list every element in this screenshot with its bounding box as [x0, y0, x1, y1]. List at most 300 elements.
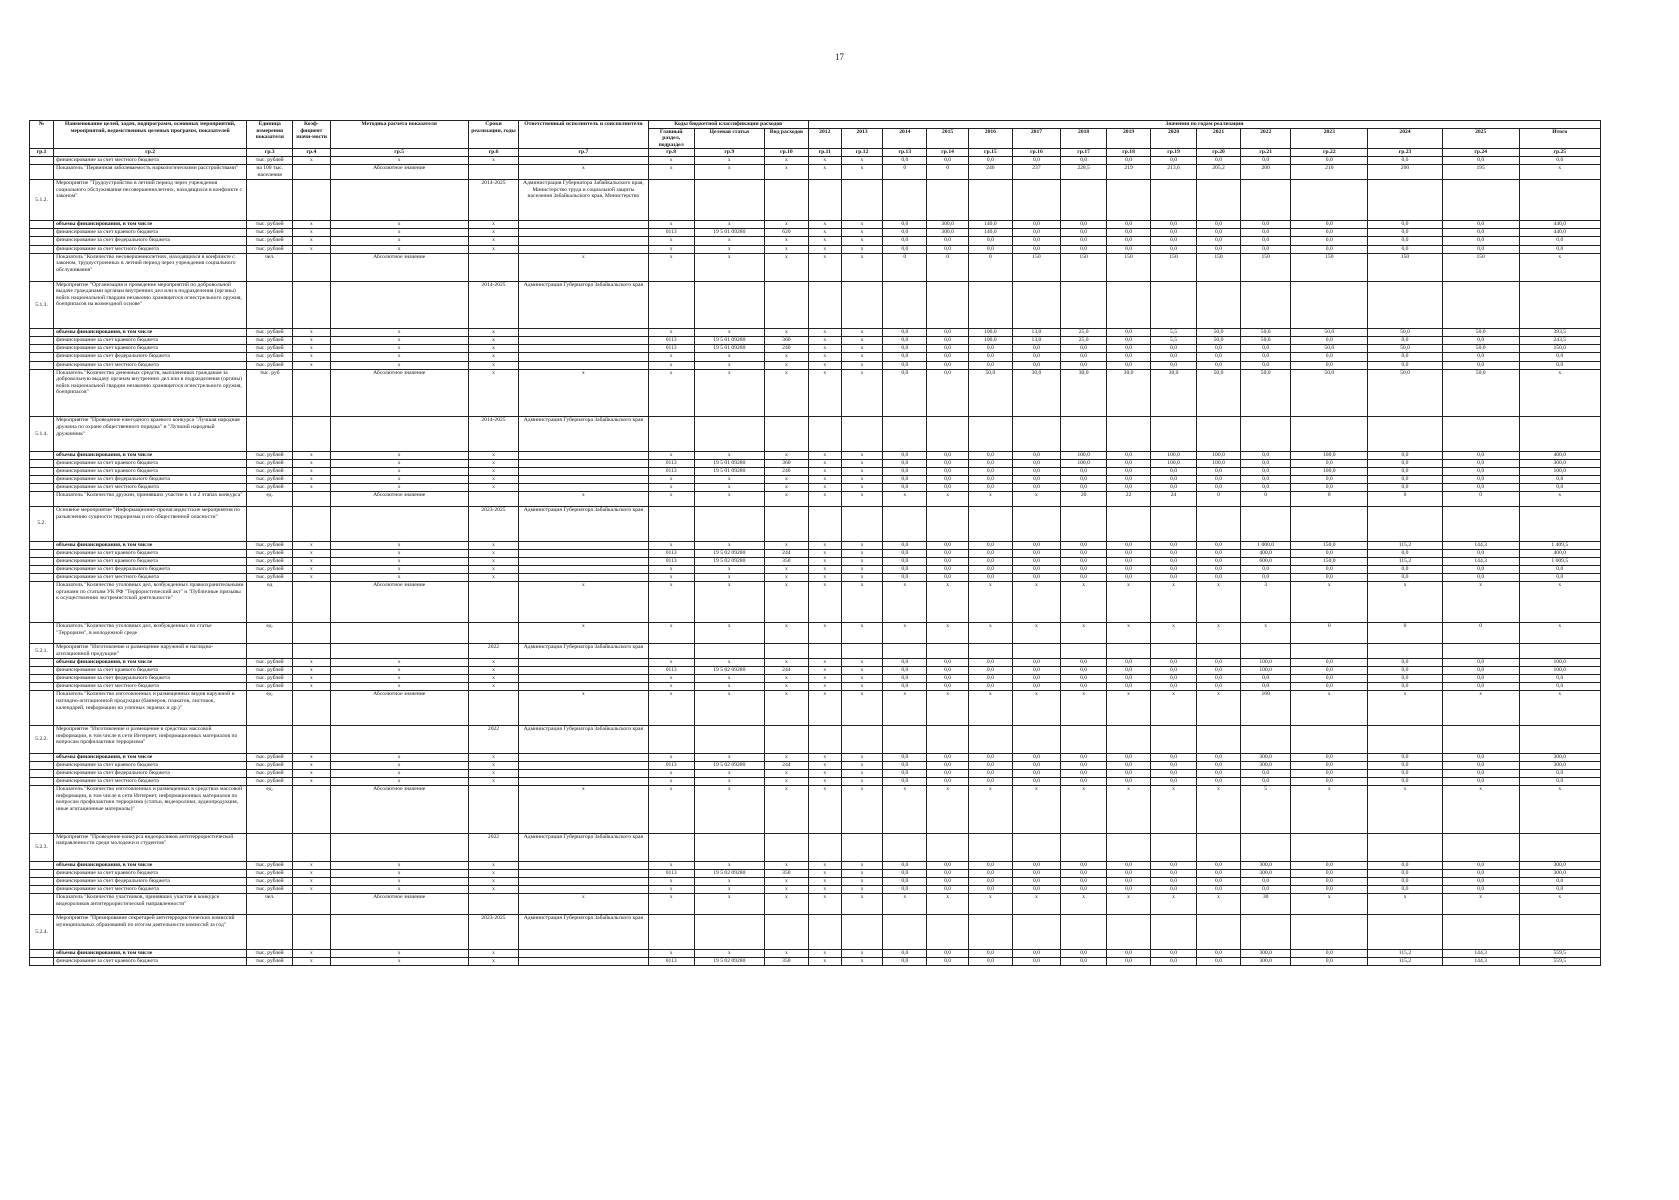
table-cell	[1197, 644, 1241, 659]
table-cell: 0,0	[1061, 468, 1107, 476]
table-cell: x	[841, 353, 883, 361]
row-name-cell: Показатель "Количество изготовленных и размещенных видов наружной и наглядно-агитационной продукции (баннеров, плакатов, листовок, календарей, информации на уличных экранах и др.)"	[54, 691, 247, 726]
table-cell: x	[330, 861, 468, 869]
column-number: гр.11	[808, 149, 841, 157]
table-cell: 0,0	[1368, 778, 1443, 786]
table-cell: x	[468, 361, 518, 369]
table-cell: x	[841, 683, 883, 691]
table-cell: 300,0	[1240, 861, 1290, 869]
table-cell: Администрация Губернатора Забайкальского края	[519, 281, 648, 329]
table-cell: ед.	[247, 691, 293, 726]
table-cell: x	[841, 958, 883, 966]
table-cell: 0,0	[1012, 675, 1060, 683]
table-cell: x	[330, 459, 468, 467]
table-cell: 0,0	[1107, 337, 1151, 345]
table-cell: x	[968, 623, 1012, 644]
row-name-cell: финансирование за счет краевого бюджета	[54, 468, 247, 476]
row-number-cell	[30, 683, 54, 691]
column-number: гр.8	[648, 149, 694, 157]
table-cell	[1197, 833, 1241, 861]
table-cell: 0,0	[1291, 886, 1368, 894]
table-cell: x	[694, 541, 764, 549]
table-cell: x	[808, 353, 841, 361]
header-method: Методика расчета показателя	[330, 121, 468, 149]
table-cell: 0,0	[927, 675, 969, 683]
table-cell: 0,0	[1061, 761, 1107, 769]
table-cell: 0,0	[968, 886, 1012, 894]
table-cell	[1107, 507, 1151, 542]
table-cell: 0,0	[1107, 753, 1151, 761]
table-cell: 0,0	[1442, 459, 1519, 467]
table-cell: 0,0	[927, 753, 969, 761]
table-cell: x	[694, 786, 764, 834]
table-cell: 195	[1442, 165, 1519, 180]
table-cell: 0,0	[883, 329, 927, 337]
table-cell: 0,0	[1519, 565, 1600, 573]
table-cell: 0,0	[1151, 245, 1197, 253]
table-cell: 0,0	[883, 237, 927, 245]
table-cell: x	[841, 468, 883, 476]
table-cell	[883, 915, 927, 950]
row-number-cell	[30, 667, 54, 675]
table-cell: x	[293, 683, 330, 691]
table-cell	[1368, 644, 1443, 659]
table-cell: x	[1291, 894, 1368, 915]
table-cell: 0,0	[1012, 861, 1060, 869]
table-cell: 1 000,0	[1240, 541, 1290, 549]
table-cell: 100,0	[1291, 451, 1368, 459]
table-cell: 0,0	[1107, 675, 1151, 683]
table-cell: 0,0	[1368, 675, 1443, 683]
table-cell: 0,0	[927, 353, 969, 361]
table-cell: x	[764, 861, 808, 869]
table-cell: x	[841, 253, 883, 281]
table-cell: x	[293, 659, 330, 667]
table-cell: x	[764, 659, 808, 667]
table-cell	[293, 725, 330, 753]
table-cell: 100,0	[968, 329, 1012, 337]
table-cell: x	[1197, 691, 1241, 726]
table-cell: 0,0	[1061, 778, 1107, 786]
table-cell: 19 5 01 09280	[694, 229, 764, 237]
table-cell	[1442, 644, 1519, 659]
table-cell: Администрация Губернатора Забайкальского края	[519, 644, 648, 659]
table-cell: 0113	[648, 468, 694, 476]
table-cell: x	[841, 337, 883, 345]
table-cell: x	[808, 623, 841, 644]
table-cell: x	[808, 476, 841, 484]
table-cell: 0,0	[1197, 675, 1241, 683]
table-cell	[330, 417, 468, 452]
table-cell	[648, 644, 694, 659]
table-cell: x	[648, 253, 694, 281]
table-cell: 0,0	[1442, 237, 1519, 245]
table-cell: 0,0	[1442, 484, 1519, 492]
table-cell: 0,0	[1061, 476, 1107, 484]
table-cell: 350	[764, 958, 808, 966]
table-cell: 0,0	[1368, 753, 1443, 761]
table-cell: x	[808, 869, 841, 877]
table-cell: x	[808, 253, 841, 281]
table-row	[30, 725, 1601, 753]
table-cell: x	[330, 451, 468, 459]
table-cell: 2023-2025	[468, 507, 518, 542]
table-cell: x	[293, 237, 330, 245]
table-cell: 0,0	[1291, 353, 1368, 361]
table-cell: x	[764, 683, 808, 691]
row-name-cell: Мероприятие "Изготовление и размещение наружной и наглядно-агитационной продукции"	[54, 644, 247, 659]
table-cell	[1012, 417, 1060, 452]
table-cell	[1291, 833, 1368, 861]
table-cell: 24	[1151, 492, 1197, 507]
header-terms: Сроки реализации, годы	[468, 121, 518, 149]
table-cell: 0,0	[1368, 861, 1443, 869]
program-table	[29, 120, 1601, 966]
table-cell: 0,0	[1197, 869, 1241, 877]
table-cell: 0,0	[1107, 245, 1151, 253]
table-cell	[1061, 915, 1107, 950]
table-cell: 0,0	[1519, 157, 1600, 165]
table-cell: 393,5	[1519, 329, 1600, 337]
table-cell: x	[519, 786, 648, 834]
table-row	[30, 623, 1601, 644]
table-cell: 0,0	[1197, 753, 1241, 761]
table-cell: x	[808, 894, 841, 915]
table-cell: 2023-2025	[468, 915, 518, 950]
table-cell: x	[468, 345, 518, 353]
table-cell: x	[468, 573, 518, 581]
table-cell: 240	[764, 468, 808, 476]
table-cell: x	[468, 337, 518, 345]
table-cell: 0,0	[883, 451, 927, 459]
table-cell	[519, 245, 648, 253]
table-cell: 0,0	[968, 468, 1012, 476]
table-cell: 50,0	[1197, 337, 1241, 345]
table-cell	[293, 253, 330, 281]
table-cell: x	[808, 691, 841, 726]
table-cell: 228,5	[1061, 165, 1107, 180]
table-cell: 0,0	[1151, 468, 1197, 476]
header-year: 2016	[968, 128, 1012, 149]
table-cell: 0,0	[1291, 221, 1368, 229]
table-cell: 19 5 02 09280	[694, 869, 764, 877]
table-cell: 0,0	[1197, 229, 1241, 237]
table-cell: 19 5 02 09280	[694, 549, 764, 557]
table-cell: 300,0	[1519, 869, 1600, 877]
table-cell: x	[330, 329, 468, 337]
table-cell: тыс. рублей	[247, 345, 293, 353]
table-cell: 0,0	[968, 778, 1012, 786]
table-cell: 0,0	[1012, 468, 1060, 476]
row-number-cell: 5.2.4.	[30, 915, 54, 950]
table-cell	[1012, 725, 1060, 753]
table-cell: 0,0	[927, 877, 969, 885]
table-cell: x	[694, 565, 764, 573]
table-cell: x	[648, 770, 694, 778]
row-name-cell: финансирование за счет краевого бюджета	[54, 869, 247, 877]
table-cell: 19 5 01 09280	[694, 345, 764, 353]
table-cell: 0	[1291, 623, 1368, 644]
table-cell: 0,0	[1107, 459, 1151, 467]
table-row	[30, 492, 1601, 507]
table-cell: 0,0	[883, 761, 927, 769]
table-cell: 0,0	[1107, 541, 1151, 549]
table-cell: x	[764, 949, 808, 957]
table-cell: 213,6	[1151, 165, 1197, 180]
table-cell: x	[293, 958, 330, 966]
table-cell: 100,0	[1519, 659, 1600, 667]
table-cell: x	[1012, 691, 1060, 726]
table-cell: x	[1012, 623, 1060, 644]
table-row	[30, 886, 1601, 894]
table-cell: 0,0	[1061, 157, 1107, 165]
table-cell: x	[468, 369, 518, 417]
table-cell: x	[468, 221, 518, 229]
column-number: гр.19	[1151, 149, 1197, 157]
table-row	[30, 180, 1601, 221]
column-number: гр.5	[330, 149, 468, 157]
table-cell: тыс. рублей	[247, 958, 293, 966]
table-cell: 300,0	[927, 221, 969, 229]
row-number-cell: 5.1.2.	[30, 180, 54, 221]
table-cell: x	[808, 683, 841, 691]
table-row	[30, 877, 1601, 885]
table-cell: x	[468, 683, 518, 691]
table-cell: 150	[1012, 253, 1060, 281]
table-cell	[927, 833, 969, 861]
table-cell: 50,0	[1368, 345, 1443, 353]
table-cell: x	[694, 573, 764, 581]
table-cell: x	[330, 667, 468, 675]
row-number-cell	[30, 565, 54, 573]
table-cell	[519, 565, 648, 573]
table-cell	[1442, 833, 1519, 861]
table-cell	[1291, 281, 1368, 329]
table-cell: x	[841, 949, 883, 957]
table-cell: 0,0	[1107, 869, 1151, 877]
header-year: 2025	[1442, 128, 1519, 149]
table-cell	[519, 753, 648, 761]
table-cell: 0,0	[1519, 877, 1600, 885]
table-cell: x	[694, 492, 764, 507]
table-cell: 0,0	[1197, 557, 1241, 565]
table-cell: x	[808, 245, 841, 253]
table-cell	[519, 221, 648, 229]
table-cell: x	[808, 492, 841, 507]
table-cell: 0,0	[1442, 886, 1519, 894]
table-cell: 0,0	[1197, 237, 1241, 245]
table-cell: тыс. рублей	[247, 778, 293, 786]
table-cell: 115,2	[1368, 557, 1443, 565]
table-cell: 0,0	[968, 683, 1012, 691]
table-cell: тыс. рублей	[247, 770, 293, 778]
table-cell: x	[468, 861, 518, 869]
table-row	[30, 361, 1601, 369]
table-cell: x	[808, 237, 841, 245]
table-cell: x	[764, 623, 808, 644]
table-cell: 0,0	[883, 683, 927, 691]
table-cell: 0,0	[1291, 565, 1368, 573]
table-cell: 150,0	[1291, 557, 1368, 565]
row-number-cell: 5.2.	[30, 507, 54, 542]
table-cell: 0,0	[968, 675, 1012, 683]
table-cell: ед.	[247, 623, 293, 644]
table-cell: x	[968, 492, 1012, 507]
table-cell: x	[808, 229, 841, 237]
table-cell: тыс. рублей	[247, 861, 293, 869]
table-cell: ед.	[247, 786, 293, 834]
table-cell: x	[883, 581, 927, 622]
table-cell: 8	[1291, 492, 1368, 507]
header-year: 2013	[841, 128, 883, 149]
table-cell: 0113	[648, 958, 694, 966]
table-cell: 0,0	[883, 337, 927, 345]
header-coef: Коэф-фициент значи-мости	[293, 121, 330, 149]
table-cell: x	[694, 659, 764, 667]
table-cell	[1519, 417, 1600, 452]
column-number: гр.24	[1442, 149, 1519, 157]
table-cell	[1291, 180, 1368, 221]
table-cell: 0,0	[1442, 667, 1519, 675]
table-cell: 50,0	[1240, 369, 1290, 417]
table-cell: 100,0	[1151, 451, 1197, 459]
table-cell: x	[648, 157, 694, 165]
table-cell: 140,0	[968, 229, 1012, 237]
row-name-cell: финансирование за счет федерального бюджета	[54, 675, 247, 683]
table-cell: 0,0	[1240, 237, 1290, 245]
row-name-cell: Мероприятие "Проведение ежегодного краевого конкурса "Лучшая народная дружина по охране общественного порядка" и "Лучший народный дружинник"	[54, 417, 247, 452]
table-cell: x	[764, 877, 808, 885]
table-cell: 0,0	[1368, 761, 1443, 769]
table-cell	[468, 894, 518, 915]
table-cell: 0,0	[1197, 667, 1241, 675]
table-cell: 240	[764, 345, 808, 353]
table-cell: x	[694, 623, 764, 644]
table-cell: 0,0	[1061, 886, 1107, 894]
table-cell: x	[808, 557, 841, 565]
table-cell: x	[648, 165, 694, 180]
table-cell: 0,0	[1151, 541, 1197, 549]
table-cell: x	[293, 949, 330, 957]
table-cell: тыс. рублей	[247, 549, 293, 557]
table-cell: 0,0	[1197, 770, 1241, 778]
table-cell: 0,0	[1519, 683, 1600, 691]
table-cell: 0,0	[1240, 459, 1290, 467]
table-cell	[468, 492, 518, 507]
row-number-cell: 5.1.4.	[30, 417, 54, 452]
table-cell: 0,0	[927, 329, 969, 337]
table-row	[30, 507, 1601, 542]
row-number-cell	[30, 253, 54, 281]
table-cell: x	[1061, 786, 1107, 834]
table-cell: x	[808, 667, 841, 675]
table-cell	[808, 833, 841, 861]
table-cell: 0,0	[1291, 484, 1368, 492]
table-cell	[764, 915, 808, 950]
table-cell: тыс. рублей	[247, 484, 293, 492]
row-number-cell	[30, 369, 54, 417]
table-cell: 50,0	[1442, 345, 1519, 353]
table-cell: 0,0	[1197, 861, 1241, 869]
table-cell: 0,0	[883, 484, 927, 492]
table-cell: x	[648, 573, 694, 581]
table-cell: 0,0	[1012, 353, 1060, 361]
table-cell: тыс. рублей	[247, 459, 293, 467]
table-cell: 2022	[468, 833, 518, 861]
table-cell: x	[468, 949, 518, 957]
table-cell: x	[764, 778, 808, 786]
table-cell: x	[694, 165, 764, 180]
header-year: 2018	[1061, 128, 1107, 149]
table-cell: 0,0	[1012, 557, 1060, 565]
table-cell: x	[1151, 786, 1197, 834]
table-cell	[330, 281, 468, 329]
table-cell: 50,0	[1368, 329, 1443, 337]
table-cell: x	[293, 667, 330, 675]
table-cell: 0	[883, 253, 927, 281]
table-cell: тыс. рублей	[247, 659, 293, 667]
table-cell: x	[808, 778, 841, 786]
table-cell: x	[841, 484, 883, 492]
table-cell: 0,0	[1519, 573, 1600, 581]
table-cell	[293, 786, 330, 834]
table-cell: 0,0	[1519, 353, 1600, 361]
table-cell: x	[841, 369, 883, 417]
table-cell: 50,0	[1240, 337, 1290, 345]
table-cell: 30,0	[1012, 369, 1060, 417]
column-number: гр.15	[968, 149, 1012, 157]
table-row	[30, 468, 1601, 476]
table-cell: 100,0	[1240, 667, 1290, 675]
table-cell: x	[694, 245, 764, 253]
table-cell: 0,0	[1442, 770, 1519, 778]
table-cell: x	[841, 557, 883, 565]
table-row	[30, 476, 1601, 484]
table-cell: 2022	[468, 725, 518, 753]
table-cell: 0,0	[968, 484, 1012, 492]
table-cell: 0,0	[968, 459, 1012, 467]
table-row	[30, 659, 1601, 667]
table-cell: 0	[1197, 492, 1241, 507]
row-name-cell: Показатель "Количество несовершеннолетних, находящихся в конфликте с законом, трудоустроенных в летний период через учреждения социального обслуживания"	[54, 253, 247, 281]
header-year: 2022	[1240, 128, 1290, 149]
table-cell: Абсолютное значение	[330, 369, 468, 417]
table-cell: 2014-2025	[468, 281, 518, 329]
table-cell: 150,0	[1519, 345, 1600, 353]
table-cell: 0	[1368, 492, 1443, 507]
table-cell: 100,0	[1291, 468, 1368, 476]
table-cell: 0,0	[1107, 659, 1151, 667]
table-cell: x	[808, 221, 841, 229]
table-cell: 0,0	[883, 659, 927, 667]
table-cell: x	[330, 157, 468, 165]
row-number-cell	[30, 958, 54, 966]
table-cell	[330, 833, 468, 861]
table-cell: 0,0	[1061, 675, 1107, 683]
table-cell	[1291, 644, 1368, 659]
table-cell: x	[808, 565, 841, 573]
table-cell: 0,0	[1442, 361, 1519, 369]
table-cell: 0,0	[927, 549, 969, 557]
table-cell: x	[841, 691, 883, 726]
table-cell: x	[330, 476, 468, 484]
table-cell: x	[764, 353, 808, 361]
table-cell: x	[648, 623, 694, 644]
table-cell	[1151, 417, 1197, 452]
table-cell: 0,0	[1061, 229, 1107, 237]
table-cell: 0	[927, 253, 969, 281]
table-cell: 0113	[648, 667, 694, 675]
